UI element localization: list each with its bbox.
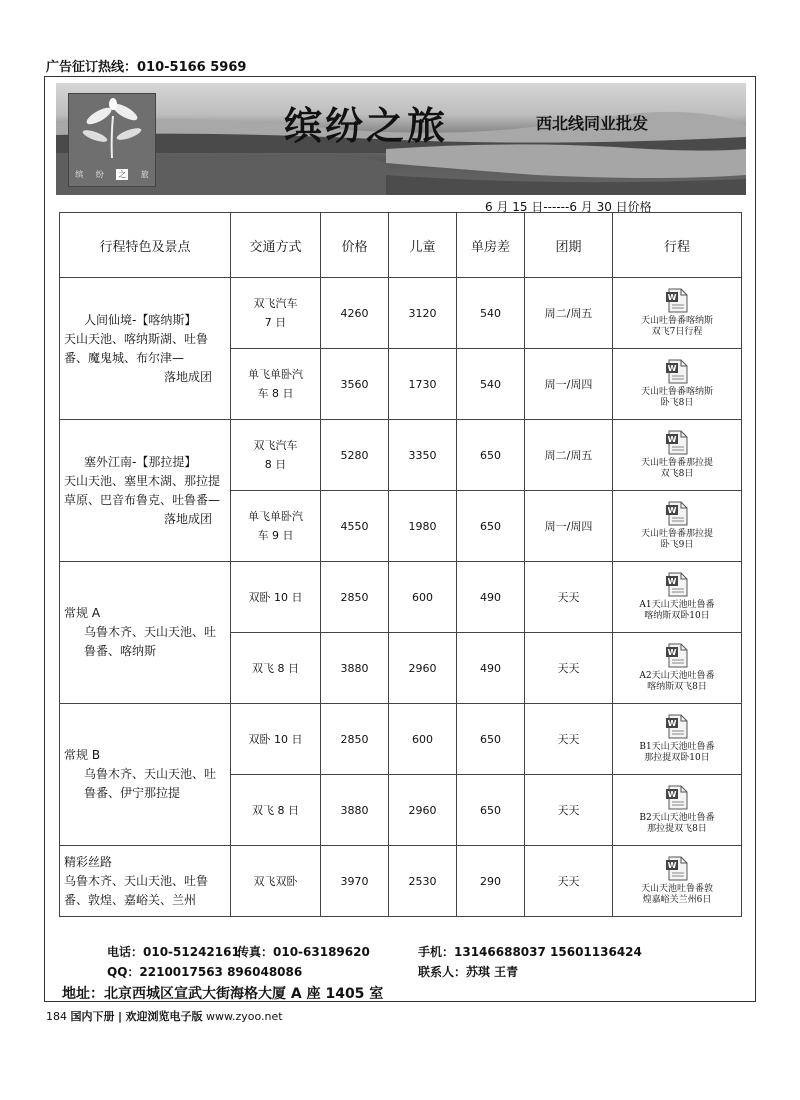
route-description — [60, 278, 231, 420]
ad-hotline: 广告征订热线：010-5166 5969 — [46, 60, 247, 75]
word-document-icon[interactable] — [666, 288, 688, 313]
itinerary-file-name[interactable]: A1天山天池吐鲁番 — [639, 600, 715, 610]
schedule-cell: 周一/周四 — [525, 349, 613, 420]
child-price-cell: 2960 — [389, 775, 457, 846]
route-spots: 天山天池、塞里木湖、那拉提草原、巴音布鲁克、吐鲁番— — [64, 473, 221, 507]
itinerary-file-name[interactable]: 那拉提双飞8日 — [647, 824, 707, 834]
price-cell: 3880 — [321, 775, 389, 846]
table-row — [60, 278, 742, 349]
logo-caption-char: 纷 — [95, 170, 104, 179]
price-cell: 2850 — [321, 562, 389, 633]
single-supplement-cell: 540 — [457, 278, 525, 349]
transport-cell: 双飞汽车 7 日 — [231, 278, 321, 349]
schedule-cell: 天天 — [525, 562, 613, 633]
header-schedule: 团期 — [525, 213, 613, 278]
single-supplement-cell: 490 — [457, 633, 525, 704]
itinerary-file-cell[interactable] — [613, 278, 742, 349]
itinerary-file-cell[interactable] — [613, 349, 742, 420]
svg-text:W: W — [667, 719, 677, 728]
route-spots: 乌鲁木齐、天山天池、吐鲁番、伊宁那拉提 — [84, 767, 217, 800]
logo-caption-char: 之 — [118, 170, 127, 179]
contact-person: 联系人：苏琪 王青 — [418, 965, 519, 979]
svg-text:W: W — [667, 861, 677, 870]
word-document-icon[interactable] — [666, 501, 688, 526]
transport-cell: 双飞 8 日 — [231, 775, 321, 846]
child-price-cell: 2530 — [389, 846, 457, 917]
itinerary-file-cell[interactable] — [613, 420, 742, 491]
single-supplement-cell: 290 — [457, 846, 525, 917]
route-spots: 乌鲁木齐、天山天池、吐鲁番、敦煌、嘉峪关、兰州 — [64, 873, 209, 907]
price-cell: 3880 — [321, 633, 389, 704]
table-row — [60, 562, 742, 633]
header-child: 儿童 — [389, 213, 457, 278]
phone-number: 电话：010-51242161 — [107, 945, 240, 959]
footer-separator: | — [118, 1010, 123, 1023]
single-supplement-cell: 650 — [457, 704, 525, 775]
route-note: 落地成团 — [163, 511, 212, 526]
svg-text:W: W — [667, 435, 677, 444]
child-price-cell: 2960 — [389, 633, 457, 704]
table-row — [60, 846, 742, 917]
transport-cell: 双飞 8 日 — [231, 633, 321, 704]
itinerary-file-cell[interactable] — [613, 633, 742, 704]
route-title: 常规 A — [64, 606, 101, 620]
itinerary-file-name[interactable]: 那拉提双卧10日 — [644, 753, 710, 763]
child-price-cell: 3120 — [389, 278, 457, 349]
child-price-cell: 600 — [389, 562, 457, 633]
route-spots: 乌鲁木齐、天山天池、吐鲁番、喀纳斯 — [84, 625, 217, 658]
svg-text:W: W — [667, 577, 677, 586]
word-document-icon[interactable] — [666, 430, 688, 455]
itinerary-file-name[interactable]: 喀纳斯双飞8日 — [647, 682, 707, 692]
itinerary-file-name[interactable]: 天山吐鲁番喀纳斯 — [640, 387, 713, 397]
footer-slogan: 欢迎浏览电子版 — [125, 1010, 203, 1023]
child-price-cell: 1730 — [389, 349, 457, 420]
logo-caption-char: 缤 — [75, 170, 84, 179]
transport-cell: 单飞单卧汽 车 8 日 — [231, 349, 321, 420]
word-document-icon[interactable] — [666, 643, 688, 668]
itinerary-file-name[interactable]: B1天山天池吐鲁番 — [639, 742, 715, 752]
itinerary-file-name[interactable]: 煌嘉峪关兰州6日 — [642, 895, 712, 905]
table-header-row — [60, 213, 742, 278]
itinerary-table — [59, 212, 742, 917]
svg-text:W: W — [667, 648, 677, 657]
logo-caption-char: 旅 — [140, 170, 149, 179]
route-description — [60, 420, 231, 562]
schedule-cell: 周二/周五 — [525, 278, 613, 349]
child-price-cell: 3350 — [389, 420, 457, 491]
header-features: 行程特色及景点 — [60, 213, 231, 278]
transport-cell: 双卧 10 日 — [231, 704, 321, 775]
price-cell: 3970 — [321, 846, 389, 917]
word-document-icon[interactable] — [666, 785, 688, 810]
banner-subtitle: 西北线同业批发 — [536, 114, 649, 133]
fax-number: 传真：010-63189620 — [237, 945, 370, 959]
route-title: 精彩丝路 — [64, 854, 113, 869]
itinerary-file-name[interactable]: 天山吐鲁番那拉提 — [640, 458, 713, 468]
schedule-cell: 天天 — [525, 846, 613, 917]
itinerary-file-name[interactable]: A2天山天池吐鲁番 — [639, 671, 715, 681]
schedule-cell: 天天 — [525, 704, 613, 775]
page-footer — [46, 1008, 283, 1024]
price-cell: 2850 — [321, 704, 389, 775]
itinerary-file-name[interactable]: 双飞8日 — [660, 469, 694, 479]
banner-title: 缤纷之旅 — [284, 103, 449, 148]
route-title: 人间仙境-【喀纳斯】 — [84, 312, 197, 327]
route-note: 落地成团 — [163, 369, 212, 384]
route-description — [60, 562, 231, 704]
itinerary-file-cell[interactable] — [613, 846, 742, 917]
address: 地址：北京西城区宣武大街海格大厦 A 座 1405 室 — [62, 986, 384, 1002]
word-document-icon[interactable] — [666, 359, 688, 384]
transport-cell: 双飞汽车 8 日 — [231, 420, 321, 491]
section-name: 国内下册 — [70, 1010, 115, 1023]
route-description — [60, 846, 231, 917]
table-row — [60, 420, 742, 491]
single-supplement-cell: 650 — [457, 420, 525, 491]
single-supplement-cell: 540 — [457, 349, 525, 420]
svg-text:W: W — [667, 790, 677, 799]
plant-icon — [73, 98, 151, 160]
header-price: 价格 — [321, 213, 389, 278]
itinerary-file-name[interactable]: 天山吐鲁番那拉提 — [640, 529, 713, 539]
brand-logo — [68, 93, 156, 187]
page-number: 184 — [46, 1010, 67, 1023]
transport-cell: 单飞单卧汽 车 9 日 — [231, 491, 321, 562]
banner — [56, 83, 746, 195]
price-cell: 4260 — [321, 278, 389, 349]
itinerary-file-name[interactable]: 双飞7日行程 — [651, 327, 703, 337]
itinerary-file-name[interactable]: 喀纳斯双卧10日 — [644, 611, 710, 621]
word-document-icon[interactable] — [666, 856, 688, 881]
itinerary-file-name[interactable]: 天山天池吐鲁番敦 — [640, 884, 713, 894]
qq-numbers: QQ：2210017563 896048086 — [107, 965, 303, 979]
price-cell: 4550 — [321, 491, 389, 562]
single-supplement-cell: 650 — [457, 775, 525, 846]
price-cell: 5280 — [321, 420, 389, 491]
itinerary-file-name[interactable]: 天山吐鲁番喀纳斯 — [640, 316, 713, 326]
svg-text:W: W — [667, 293, 677, 302]
word-document-icon[interactable] — [666, 714, 688, 739]
mobile-numbers: 手机：13146688037 15601136424 — [418, 945, 642, 959]
word-document-icon[interactable] — [666, 572, 688, 597]
svg-text:W: W — [667, 364, 677, 373]
price-validity: 6 月 15 日------6 月 30 日价格 — [485, 200, 652, 214]
schedule-cell: 周二/周五 — [525, 420, 613, 491]
header-itinerary: 行程 — [613, 213, 742, 278]
itinerary-file-name[interactable]: 卧飞8日 — [660, 398, 694, 408]
itinerary-file-name[interactable]: B2天山天池吐鲁番 — [639, 813, 715, 823]
itinerary-file-cell[interactable] — [613, 775, 742, 846]
single-supplement-cell: 490 — [457, 562, 525, 633]
header-transport: 交通方式 — [231, 213, 321, 278]
itinerary-file-name[interactable]: 卧飞9日 — [660, 540, 694, 550]
route-description — [60, 704, 231, 846]
itinerary-file-cell[interactable] — [613, 704, 742, 775]
route-title: 常规 B — [64, 748, 101, 762]
table-row — [60, 704, 742, 775]
route-title: 塞外江南-【那拉提】 — [84, 454, 197, 469]
route-spots: 天山天池、喀纳斯湖、吐鲁番、魔鬼城、布尔津— — [64, 331, 209, 365]
ad-frame — [44, 76, 756, 1002]
website-link[interactable]: www.zyoo.net — [206, 1010, 283, 1023]
schedule-cell: 天天 — [525, 775, 613, 846]
single-supplement-cell: 650 — [457, 491, 525, 562]
header-single-supplement: 单房差 — [457, 213, 525, 278]
child-price-cell: 600 — [389, 704, 457, 775]
itinerary-file-cell[interactable] — [613, 491, 742, 562]
transport-cell: 双飞双卧 — [231, 846, 321, 917]
schedule-cell: 周一/周四 — [525, 491, 613, 562]
transport-cell: 双卧 10 日 — [231, 562, 321, 633]
schedule-cell: 天天 — [525, 633, 613, 704]
svg-text:W: W — [667, 506, 677, 515]
itinerary-file-cell[interactable] — [613, 562, 742, 633]
price-cell: 3560 — [321, 349, 389, 420]
child-price-cell: 1980 — [389, 491, 457, 562]
